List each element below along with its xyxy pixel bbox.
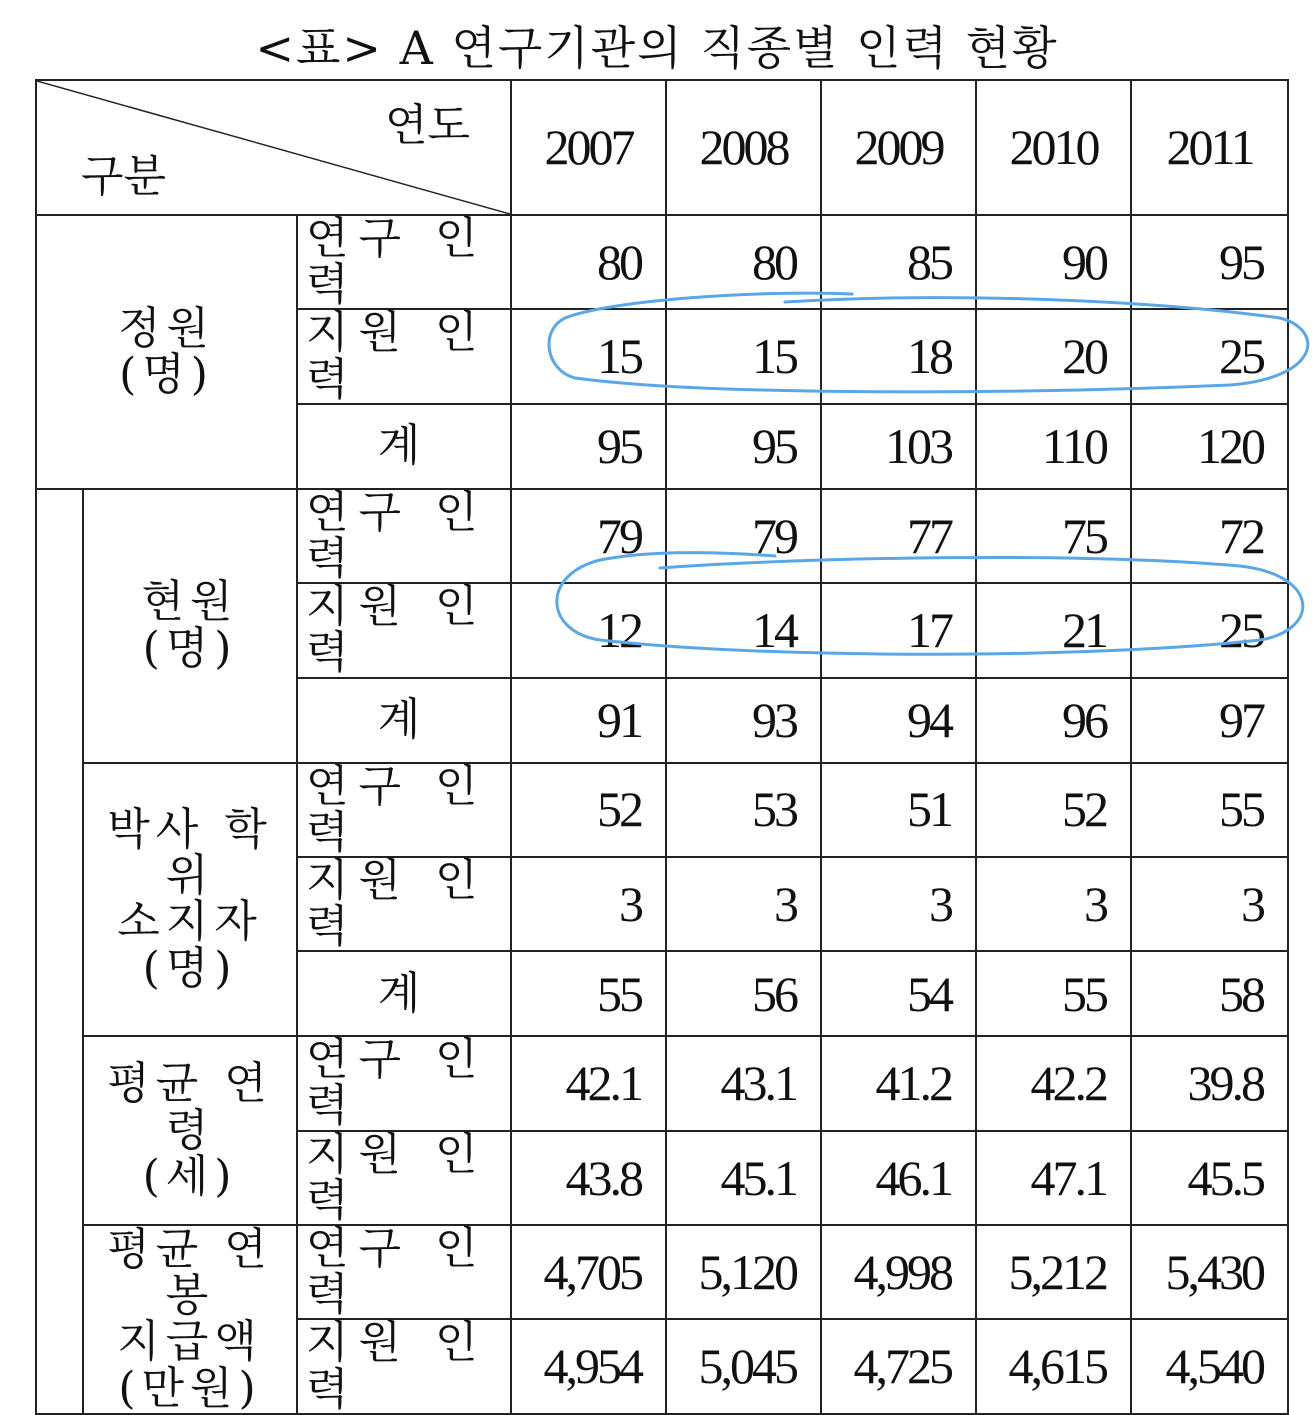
cell: 96 <box>976 678 1131 763</box>
cell: 53 <box>666 763 821 857</box>
cell: 46.1 <box>821 1131 976 1225</box>
cell: 110 <box>976 404 1131 489</box>
cell: 95 <box>666 404 821 489</box>
category-label: 구분 <box>81 150 167 202</box>
cell: 3 <box>1131 857 1288 951</box>
year-header: 2010 <box>976 80 1131 215</box>
cell: 21 <box>976 583 1131 677</box>
corner-header-cell <box>36 80 511 215</box>
cell: 45.1 <box>666 1131 821 1225</box>
cell: 5,045 <box>666 1319 821 1413</box>
cell: 25 <box>1131 583 1288 677</box>
table-title: <표> A 연구기관의 직종별 인력 현황 <box>255 21 1059 75</box>
cell: 4,954 <box>511 1319 666 1413</box>
row-label-total: 계 <box>297 951 511 1036</box>
cell: 55 <box>511 951 666 1036</box>
group-label-current: 현원 (명) <box>83 489 297 763</box>
cell: 95 <box>511 404 666 489</box>
table-row <box>36 489 1288 583</box>
cell: 72 <box>1131 489 1288 583</box>
year-header: 2008 <box>666 80 821 215</box>
cell: 79 <box>666 489 821 583</box>
table-row <box>36 215 1288 309</box>
cell: 93 <box>666 678 821 763</box>
year-header: 2011 <box>1131 80 1288 215</box>
row-label-support: 지원 인력 <box>297 1131 511 1225</box>
cell: 80 <box>666 215 821 309</box>
row-label-research: 연구 인력 <box>297 215 511 309</box>
cell: 18 <box>821 309 976 403</box>
cell: 5,212 <box>976 1225 1131 1319</box>
row-label-support: 지원 인력 <box>297 309 511 403</box>
row-label-total: 계 <box>297 678 511 763</box>
cell: 55 <box>976 951 1131 1036</box>
cell: 56 <box>666 951 821 1036</box>
cell: 85 <box>821 215 976 309</box>
cell: 3 <box>511 857 666 951</box>
cell: 52 <box>511 763 666 857</box>
cell: 95 <box>1131 215 1288 309</box>
cell: 43.1 <box>666 1036 821 1130</box>
cell: 5,430 <box>1131 1225 1288 1319</box>
row-label-support: 지원 인력 <box>297 583 511 677</box>
group-label-salary: 평균 연봉 지급액 (만원) <box>83 1225 297 1414</box>
cell: 25 <box>1131 309 1288 403</box>
year-label: 연도 <box>385 100 471 151</box>
cell: 103 <box>821 404 976 489</box>
cell: 4,725 <box>821 1319 976 1413</box>
cell: 58 <box>1131 951 1288 1036</box>
cell: 17 <box>821 583 976 677</box>
cell: 94 <box>821 678 976 763</box>
cell: 79 <box>511 489 666 583</box>
cell: 3 <box>821 857 976 951</box>
cell: 4,705 <box>511 1225 666 1319</box>
row-label-support: 지원 인력 <box>297 1319 511 1413</box>
cell: 12 <box>511 583 666 677</box>
cell: 15 <box>511 309 666 403</box>
cell: 4,540 <box>1131 1319 1288 1413</box>
group-label-age: 평균 연령 (세) <box>83 1036 297 1225</box>
cell: 75 <box>976 489 1131 583</box>
cell: 47.1 <box>976 1131 1131 1225</box>
row-label-total: 계 <box>297 404 511 489</box>
cell: 97 <box>1131 678 1288 763</box>
cell: 43.8 <box>511 1131 666 1225</box>
table-row <box>36 1225 1288 1319</box>
cell: 41.2 <box>821 1036 976 1130</box>
cell: 4,998 <box>821 1225 976 1319</box>
cell: 4,615 <box>976 1319 1131 1413</box>
cell: 80 <box>511 215 666 309</box>
year-header: 2007 <box>511 80 666 215</box>
cell: 3 <box>666 857 821 951</box>
cell: 5,120 <box>666 1225 821 1319</box>
table-row <box>36 1036 1288 1130</box>
cell: 20 <box>976 309 1131 403</box>
cell: 77 <box>821 489 976 583</box>
staff-table <box>35 79 1289 1415</box>
cell: 39.8 <box>1131 1036 1288 1130</box>
cell: 55 <box>1131 763 1288 857</box>
table-row <box>36 763 1288 857</box>
row-label-research: 연구 인력 <box>297 489 511 583</box>
cell: 90 <box>976 215 1131 309</box>
cell: 42.2 <box>976 1036 1131 1130</box>
cell: 91 <box>511 678 666 763</box>
cell: 54 <box>821 951 976 1036</box>
cell: 15 <box>666 309 821 403</box>
indent-spacer <box>36 489 83 1414</box>
group-label-phd: 박사 학위 소지자 (명) <box>83 763 297 1037</box>
row-label-research: 연구 인력 <box>297 1036 511 1130</box>
header-row <box>36 80 1288 215</box>
row-label-support: 지원 인력 <box>297 857 511 951</box>
cell: 52 <box>976 763 1131 857</box>
cell: 42.1 <box>511 1036 666 1130</box>
row-label-research: 연구 인력 <box>297 763 511 857</box>
year-header: 2009 <box>821 80 976 215</box>
group-label-quota: 정원 (명) <box>36 215 297 489</box>
cell: 45.5 <box>1131 1131 1288 1225</box>
cell: 14 <box>666 583 821 677</box>
cell: 120 <box>1131 404 1288 489</box>
cell: 3 <box>976 857 1131 951</box>
cell: 51 <box>821 763 976 857</box>
row-label-research: 연구 인력 <box>297 1225 511 1319</box>
